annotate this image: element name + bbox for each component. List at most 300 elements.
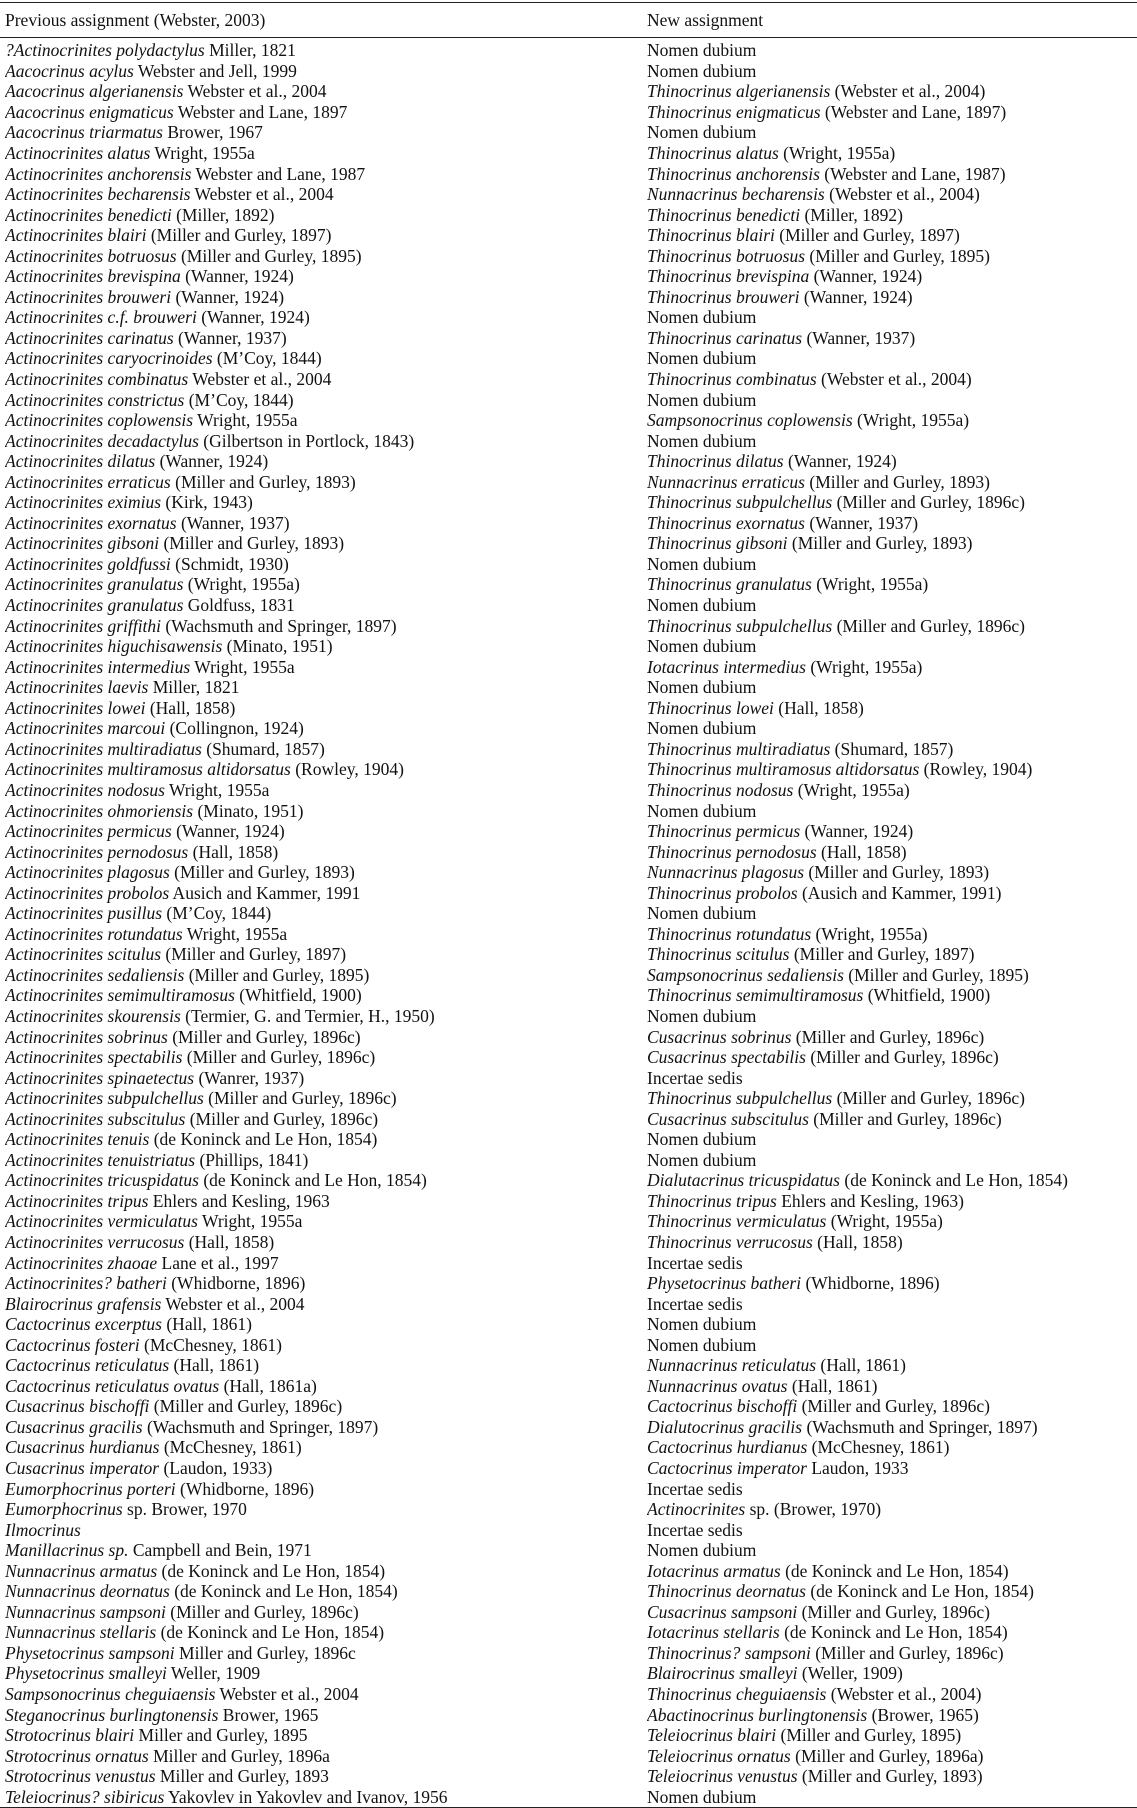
- authority: (Brower, 1965): [867, 1704, 979, 1725]
- taxon-name: Thinocrinus subpulchellus: [647, 615, 833, 636]
- authority: Nomen dubium: [647, 718, 757, 739]
- authority: Nomen dubium: [647, 1540, 757, 1561]
- new-assignment-cell: [647, 1725, 1137, 1745]
- table-row: [0, 1150, 1137, 1171]
- authority: (Webster et al., 2004): [824, 184, 980, 205]
- previous-assignment-cell: [5, 1787, 647, 1807]
- authority: (Hall, 1858): [773, 697, 864, 718]
- authority: (de Koninck and Le Hon, 1854): [840, 1170, 1068, 1191]
- authority: (Miller and Gurley, 1893): [170, 471, 356, 492]
- new-assignment-cell: [647, 1643, 1137, 1663]
- previous-assignment-cell: [5, 266, 647, 286]
- taxon-name: Actinocrinites becharensis: [5, 184, 191, 205]
- authority: (Miller and Gurley, 1897): [789, 944, 975, 965]
- new-assignment-cell: [647, 431, 1137, 451]
- new-assignment-cell: [647, 1705, 1137, 1725]
- previous-assignment-cell: [5, 1746, 647, 1766]
- previous-assignment-cell: [5, 410, 647, 430]
- authority: (Miller and Gurley, 1896c): [203, 1088, 397, 1109]
- taxon-name: Actinocrinites carinatus: [5, 327, 174, 348]
- previous-assignment-cell: [5, 81, 647, 101]
- authority: (Wright, 1955a): [183, 574, 300, 595]
- table-row: [0, 513, 1137, 534]
- taxon-name: Physetocrinus sampsoni: [5, 1642, 175, 1663]
- table-row: [0, 1355, 1137, 1376]
- new-assignment-cell: [647, 472, 1137, 492]
- new-assignment-cell: [647, 965, 1137, 985]
- authority: (McChesney, 1861): [159, 1437, 302, 1458]
- taxon-name: Actinocrinites tenuis: [5, 1129, 150, 1150]
- new-assignment-cell: [647, 1191, 1137, 1211]
- authority: Lane et al., 1997: [157, 1252, 279, 1273]
- previous-assignment-cell: [5, 164, 647, 184]
- table-row: [0, 1006, 1137, 1027]
- new-assignment-cell: [647, 1561, 1137, 1581]
- authority: (Miller and Gurley, 1896c): [165, 1601, 359, 1622]
- authority: (Miller, 1892): [800, 204, 903, 225]
- previous-assignment-cell: [5, 1294, 647, 1314]
- taxon-name: Sampsonocrinus sedaliensis: [647, 964, 844, 985]
- authority: Ehlers and Kesling, 1963): [776, 1190, 964, 1211]
- taxon-name: Actinocrinites granulatus: [5, 595, 184, 616]
- new-assignment-cell: [647, 246, 1137, 266]
- authority: (Wright, 1955a): [811, 923, 928, 944]
- table-row: [0, 163, 1137, 184]
- table-row: [0, 1396, 1137, 1417]
- taxon-name: Actinocrinites tenuistriatus: [5, 1149, 196, 1170]
- taxon-name: Aacocrinus acylus: [5, 60, 134, 81]
- previous-assignment-cell: [5, 1540, 647, 1560]
- taxon-name: Thinocrinus lowei: [647, 697, 774, 718]
- authority: (Gilbertson in Portlock, 1843): [198, 430, 415, 451]
- taxon-name: Iotacrinus stellaris: [647, 1622, 780, 1643]
- new-assignment-cell: [647, 287, 1137, 307]
- taxon-name: Physetocrinus batheri: [647, 1273, 802, 1294]
- table-row: [0, 1581, 1137, 1602]
- authority: (Hall, 1861): [816, 1355, 906, 1376]
- authority: (de Koninck and Le Hon, 1854): [149, 1129, 378, 1150]
- taxon-name: Cactocrinus bischoffi: [647, 1396, 798, 1417]
- new-assignment-cell: [647, 924, 1137, 944]
- taxon-name: Thinocrinus multiramosus altidorsatus: [647, 759, 920, 780]
- taxon-name: Thinocrinus alatus: [647, 143, 779, 163]
- table-row: [0, 718, 1137, 739]
- previous-assignment-cell: [5, 1068, 647, 1088]
- authority: (Wright, 1955a): [826, 1211, 943, 1232]
- table-row: [0, 122, 1137, 143]
- new-assignment-cell: [647, 1129, 1137, 1149]
- authority: Miller, 1821: [204, 40, 296, 61]
- taxon-name: Cusacrinus bischoffi: [5, 1396, 150, 1417]
- taxon-name: Thinocrinus? sampsoni: [647, 1642, 811, 1663]
- table-row: [0, 1458, 1137, 1479]
- authority: Nomen dubium: [647, 677, 757, 698]
- taxon-name: Actinocrinites rotundatus: [5, 923, 183, 944]
- table-row: [0, 1663, 1137, 1684]
- previous-assignment-cell: [5, 1253, 647, 1273]
- previous-assignment-cell: [5, 1663, 647, 1683]
- table-row: [0, 615, 1137, 636]
- table-row: [0, 204, 1137, 225]
- taxon-name: Thinocrinus brouweri: [647, 286, 800, 307]
- authority: Incertae sedis: [647, 1067, 743, 1088]
- table-row: [0, 903, 1137, 924]
- taxon-name: Nunnacrinus reticulatus: [647, 1355, 817, 1376]
- authority: (Ausich and Kammer, 1991): [797, 882, 1002, 903]
- authority: Laudon, 1933: [806, 1458, 909, 1478]
- header-new-assignment: New assignment: [647, 9, 764, 30]
- authority: (Whidborne, 1896): [166, 1273, 306, 1294]
- previous-assignment-cell: [5, 533, 647, 553]
- taxon-name: Cactocrinus fosteri: [5, 1334, 140, 1355]
- authority: Webster and Lane, 1987: [191, 163, 366, 184]
- authority: Brower, 1967: [163, 122, 263, 143]
- taxon-name: Steganocrinus burlingtonensis: [5, 1704, 219, 1725]
- new-assignment-cell: [647, 390, 1137, 410]
- new-assignment-cell: [647, 718, 1137, 738]
- previous-assignment-cell: [5, 965, 647, 985]
- authority: (Hall, 1858): [184, 1231, 275, 1252]
- authority: (Miller, 1892): [171, 204, 275, 225]
- taxon-name: Cactocrinus reticulatus ovatus: [5, 1375, 220, 1396]
- taxon-name: Nunnacrinus plagosus: [647, 862, 805, 883]
- authority: Nomen dubium: [647, 122, 757, 143]
- authority: (Miller and Gurley, 1893): [797, 1766, 983, 1787]
- taxon-name: Actinocrinites laevis: [5, 677, 149, 698]
- authority: Wright, 1955a: [182, 923, 288, 944]
- new-assignment-cell: [647, 1273, 1137, 1293]
- table-row: [0, 1684, 1137, 1705]
- taxon-name: Thinocrinus permicus: [647, 821, 801, 842]
- table-row: [0, 759, 1137, 780]
- table-row: [0, 307, 1137, 328]
- authority: (Wright, 1955a): [778, 143, 896, 163]
- table-row: [0, 1108, 1137, 1129]
- taxon-name: Actinocrinites brevispina: [5, 266, 181, 287]
- authority: Ehlers and Kesling, 1963: [148, 1190, 330, 1211]
- taxon-name: Aacocrinus triarmatus: [5, 122, 163, 143]
- taxon-name: Cusacrinus gracilis: [5, 1416, 143, 1437]
- table-row: [0, 1211, 1137, 1232]
- new-assignment-cell: [647, 1088, 1137, 1108]
- taxon-name: ?Actinocrinites polydactylus: [5, 40, 205, 61]
- previous-assignment-cell: [5, 595, 647, 615]
- authority: sp. Brower, 1970: [122, 1499, 247, 1520]
- authority: Yakovlev in Yakovlev and Ivanov, 1956: [164, 1786, 448, 1807]
- new-assignment-cell: [647, 1150, 1137, 1170]
- header-previous-assignment: Previous assignment (Webster, 2003): [5, 9, 266, 30]
- previous-assignment-cell: [5, 574, 647, 594]
- assignment-table: [0, 2, 1137, 1808]
- authority: Nomen dubium: [647, 1005, 757, 1026]
- authority: Webster et al., 2004: [190, 184, 334, 205]
- new-assignment-cell: [647, 1787, 1137, 1807]
- taxon-name: Strotocrinus venustus: [5, 1766, 156, 1787]
- taxon-name: Actinocrinites? batheri: [5, 1273, 167, 1294]
- new-assignment-cell: [647, 944, 1137, 964]
- taxon-name: Actinocrinites permicus: [5, 821, 172, 842]
- taxon-name: Thinocrinus cheguiaensis: [647, 1684, 827, 1705]
- table-row: [0, 924, 1137, 945]
- taxon-name: Thinocrinus tripus: [647, 1190, 777, 1211]
- table-row: [0, 862, 1137, 883]
- taxon-name: Thinocrinus combinatus: [647, 369, 817, 390]
- new-assignment-cell: [647, 451, 1137, 471]
- taxon-name: Thinocrinus subpulchellus: [647, 1088, 833, 1109]
- taxon-name: Nunnacrinus deornatus: [5, 1581, 170, 1602]
- authority: Brower, 1965: [218, 1704, 319, 1725]
- taxon-name: Cactocrinus hurdianus: [647, 1437, 808, 1458]
- taxon-name: Thinocrinus pernodosus: [647, 841, 817, 862]
- authority: Nomen dubium: [647, 348, 757, 369]
- table-row: [0, 266, 1137, 287]
- new-assignment-cell: [647, 1663, 1137, 1683]
- taxon-name: Thinocrinus benedicti: [647, 204, 801, 225]
- table-row: [0, 410, 1137, 431]
- table-row: [0, 636, 1137, 657]
- authority: (de Koninck and Le Hon, 1854): [805, 1581, 1034, 1602]
- table-row: [0, 1437, 1137, 1458]
- new-assignment-cell: [647, 801, 1137, 821]
- taxon-name: Nunnacrinus becharensis: [647, 184, 825, 205]
- authority: (Hall, 1858): [188, 841, 279, 862]
- previous-assignment-cell: [5, 1561, 647, 1581]
- table-row: [0, 1170, 1137, 1191]
- authority: Nomen dubium: [647, 800, 757, 821]
- new-assignment-cell: [647, 1602, 1137, 1622]
- table-row: [0, 61, 1137, 82]
- previous-assignment-cell: [5, 287, 647, 307]
- taxon-name: Actinocrinites griffithi: [5, 615, 162, 636]
- taxon-name: Dialutacrinus tricuspidatus: [647, 1170, 840, 1191]
- previous-assignment-cell: [5, 225, 647, 245]
- taxon-name: Blairocrinus smalleyi: [647, 1663, 798, 1684]
- previous-assignment-cell: [5, 369, 647, 389]
- authority: (Miller and Gurley, 1895): [843, 964, 1029, 985]
- new-assignment-cell: [647, 1396, 1137, 1416]
- previous-assignment-cell: [5, 1725, 647, 1745]
- previous-assignment-cell: [5, 1150, 647, 1170]
- new-assignment-cell: [647, 1499, 1137, 1519]
- taxon-name: Actinocrinites c.f. brouweri: [5, 307, 197, 328]
- new-assignment-cell: [647, 1622, 1137, 1642]
- taxon-name: Thinocrinus verrucosus: [647, 1231, 813, 1252]
- taxon-name: Actinocrinites coplowensis: [5, 410, 194, 431]
- new-assignment-cell: [647, 1684, 1137, 1704]
- taxon-name: Physetocrinus smalleyi: [5, 1663, 167, 1684]
- taxon-name: Manillacrinus sp.: [5, 1540, 129, 1561]
- taxon-name: Thinocrinus botruosus: [647, 245, 806, 266]
- taxon-name: Thinocrinus probolos: [647, 882, 798, 903]
- previous-assignment-cell: [5, 780, 647, 800]
- new-assignment-cell: [647, 616, 1137, 636]
- authority: (Shumard, 1857): [201, 738, 325, 759]
- authority: (de Koninck and Le Hon, 1854): [157, 1560, 386, 1581]
- table-row: [0, 780, 1137, 801]
- authority: (Miller and Gurley, 1896c): [185, 1108, 379, 1129]
- table-row: [0, 1643, 1137, 1664]
- new-assignment-cell: [647, 348, 1137, 368]
- taxon-name: Thinocrinus semimultiramosus: [647, 985, 864, 1006]
- authority: Miller and Gurley, 1893: [155, 1766, 329, 1787]
- authority: Nomen dubium: [647, 1334, 757, 1355]
- new-assignment-cell: [647, 759, 1137, 779]
- new-assignment-cell: [647, 143, 1137, 163]
- new-assignment-cell: [647, 595, 1137, 615]
- authority: (Miller and Gurley, 1896c): [832, 492, 1025, 513]
- previous-assignment-cell: [5, 657, 647, 677]
- new-assignment-cell: [647, 574, 1137, 594]
- table-row: [0, 821, 1137, 842]
- authority: Ausich and Kammer, 1991: [169, 882, 361, 903]
- taxon-name: Actinocrinites: [647, 1499, 746, 1520]
- authority: (Webster and Lane, 1987): [819, 163, 1006, 184]
- new-assignment-cell: [647, 1376, 1137, 1396]
- taxon-name: Actinocrinites botruosus: [5, 245, 177, 266]
- previous-assignment-cell: [5, 842, 647, 862]
- table-row: [0, 1622, 1137, 1643]
- new-assignment-cell: [647, 410, 1137, 430]
- table-row: [0, 1273, 1137, 1294]
- previous-assignment-cell: [5, 821, 647, 841]
- authority: (Miller and Gurley, 1896c): [832, 1088, 1025, 1109]
- taxon-name: Actinocrinites higuchisawensis: [5, 636, 223, 657]
- authority: Goldfuss, 1831: [183, 595, 295, 616]
- authority: (Miller and Gurley, 1896c): [832, 615, 1025, 636]
- authority: Nomen dubium: [647, 1129, 757, 1150]
- authority: (Wright, 1955a): [811, 574, 929, 595]
- table-body: [0, 38, 1137, 1807]
- table-row: [0, 184, 1137, 205]
- new-assignment-cell: [647, 677, 1137, 697]
- authority: sp. (Brower, 1970): [745, 1499, 882, 1520]
- previous-assignment-cell: [5, 1232, 647, 1252]
- taxon-name: Actinocrinites anchorensis: [5, 163, 192, 184]
- authority: (Hall, 1861): [169, 1355, 260, 1376]
- new-assignment-cell: [647, 821, 1137, 841]
- new-assignment-cell: [647, 1211, 1137, 1231]
- previous-assignment-cell: [5, 492, 647, 512]
- taxon-name: Cactocrinus imperator: [647, 1458, 807, 1478]
- table-row: [0, 225, 1137, 246]
- taxon-name: Actinocrinites tripus: [5, 1190, 149, 1211]
- authority: (Wanner, 1937): [176, 512, 290, 533]
- previous-assignment-cell: [5, 1273, 647, 1293]
- previous-assignment-cell: [5, 40, 647, 60]
- authority: (Wachsmuth and Springer, 1897): [161, 615, 397, 636]
- table-row: [0, 944, 1137, 965]
- authority: (Miller and Gurley, 1896c): [182, 1047, 376, 1068]
- authority: (Miller and Gurley, 1896c): [808, 1108, 1002, 1129]
- taxon-name: Actinocrinites spinaetectus: [5, 1067, 195, 1088]
- authority: Wright, 1955a: [197, 1211, 303, 1232]
- previous-assignment-cell: [5, 246, 647, 266]
- taxon-name: Thinocrinus brevispina: [647, 266, 810, 287]
- new-assignment-cell: [647, 1294, 1137, 1314]
- table-row: [0, 102, 1137, 123]
- new-assignment-cell: [647, 369, 1137, 389]
- taxon-name: Eumorphocrinus porteri: [5, 1478, 176, 1499]
- taxon-name: Thinocrinus subpulchellus: [647, 492, 833, 513]
- authority: (Shumard, 1857): [830, 738, 954, 759]
- new-assignment-cell: [647, 328, 1137, 348]
- table-row: [0, 81, 1137, 102]
- previous-assignment-cell: [5, 718, 647, 738]
- new-assignment-cell: [647, 985, 1137, 1005]
- taxon-name: Blairocrinus grafensis: [5, 1293, 162, 1314]
- table-row: [0, 698, 1137, 719]
- new-assignment-cell: [647, 1581, 1137, 1601]
- authority: (Collingnon, 1924): [165, 718, 304, 739]
- authority: (Miller and Gurley, 1893): [169, 862, 355, 883]
- previous-assignment-cell: [5, 451, 647, 471]
- taxon-name: Actinocrinites semimultiramosus: [5, 985, 235, 1006]
- authority: Webster et al., 2004: [215, 1684, 359, 1705]
- taxon-name: Actinocrinites multiradiatus: [5, 738, 202, 759]
- previous-assignment-cell: [5, 61, 647, 81]
- authority: Miller and Gurley, 1896c: [174, 1642, 356, 1663]
- taxon-name: Actinocrinites combinatus: [5, 369, 189, 390]
- new-assignment-cell: [647, 842, 1137, 862]
- authority: Nomen dubium: [647, 40, 757, 61]
- authority: (de Koninck and Le Hon, 1854): [780, 1560, 1009, 1581]
- table-row: [0, 1766, 1137, 1787]
- authority: (Whitfield, 1900): [863, 985, 991, 1006]
- previous-assignment-cell: [5, 1643, 647, 1663]
- taxon-name: Thinocrinus vermiculatus: [647, 1211, 827, 1232]
- new-assignment-cell: [647, 1417, 1137, 1437]
- table-row: [0, 677, 1137, 698]
- taxon-name: Actinocrinites granulatus: [5, 574, 184, 595]
- previous-assignment-cell: [5, 1766, 647, 1786]
- authority: Campbell and Bein, 1971: [128, 1540, 312, 1561]
- table-row: [0, 1088, 1137, 1109]
- previous-assignment-cell: [5, 1602, 647, 1622]
- taxon-name: Actinocrinites zhaoae: [5, 1252, 158, 1273]
- new-assignment-cell: [647, 513, 1137, 533]
- taxon-name: Thinocrinus granulatus: [647, 574, 812, 595]
- new-assignment-cell: [647, 102, 1137, 122]
- previous-assignment-cell: [5, 143, 647, 163]
- table-row: [0, 554, 1137, 575]
- previous-assignment-cell: [5, 1129, 647, 1149]
- authority: (Phillips, 1841): [195, 1149, 309, 1170]
- authority: (Miller and Gurley, 1896c): [149, 1396, 343, 1417]
- previous-assignment-cell: [5, 677, 647, 697]
- table-row: [0, 882, 1137, 903]
- taxon-name: Actinocrinites brouweri: [5, 286, 172, 307]
- authority: (Hall, 1861a): [219, 1375, 317, 1396]
- taxon-name: Actinocrinites tricuspidatus: [5, 1170, 199, 1191]
- previous-assignment-cell: [5, 1047, 647, 1067]
- table-row: [0, 287, 1137, 308]
- authority: Incertae sedis: [647, 1252, 743, 1273]
- authority: (Miller and Gurley, 1897): [146, 225, 332, 246]
- authority: (Wanner, 1924): [809, 266, 923, 287]
- previous-assignment-cell: [5, 1581, 647, 1601]
- previous-assignment-cell: [5, 1355, 647, 1375]
- authority: (Wachsmuth and Springer, 1897): [802, 1416, 1038, 1437]
- new-assignment-cell: [647, 122, 1137, 142]
- previous-assignment-cell: [5, 1437, 647, 1457]
- authority: (Miller and Gurley, 1896c): [805, 1047, 999, 1068]
- new-assignment-cell: [647, 492, 1137, 512]
- new-assignment-cell: [647, 266, 1137, 286]
- authority: Webster et al., 2004: [183, 81, 327, 102]
- authority: (Hall, 1861): [787, 1375, 878, 1396]
- previous-assignment-cell: [5, 472, 647, 492]
- authority: (Minato, 1951): [222, 636, 333, 657]
